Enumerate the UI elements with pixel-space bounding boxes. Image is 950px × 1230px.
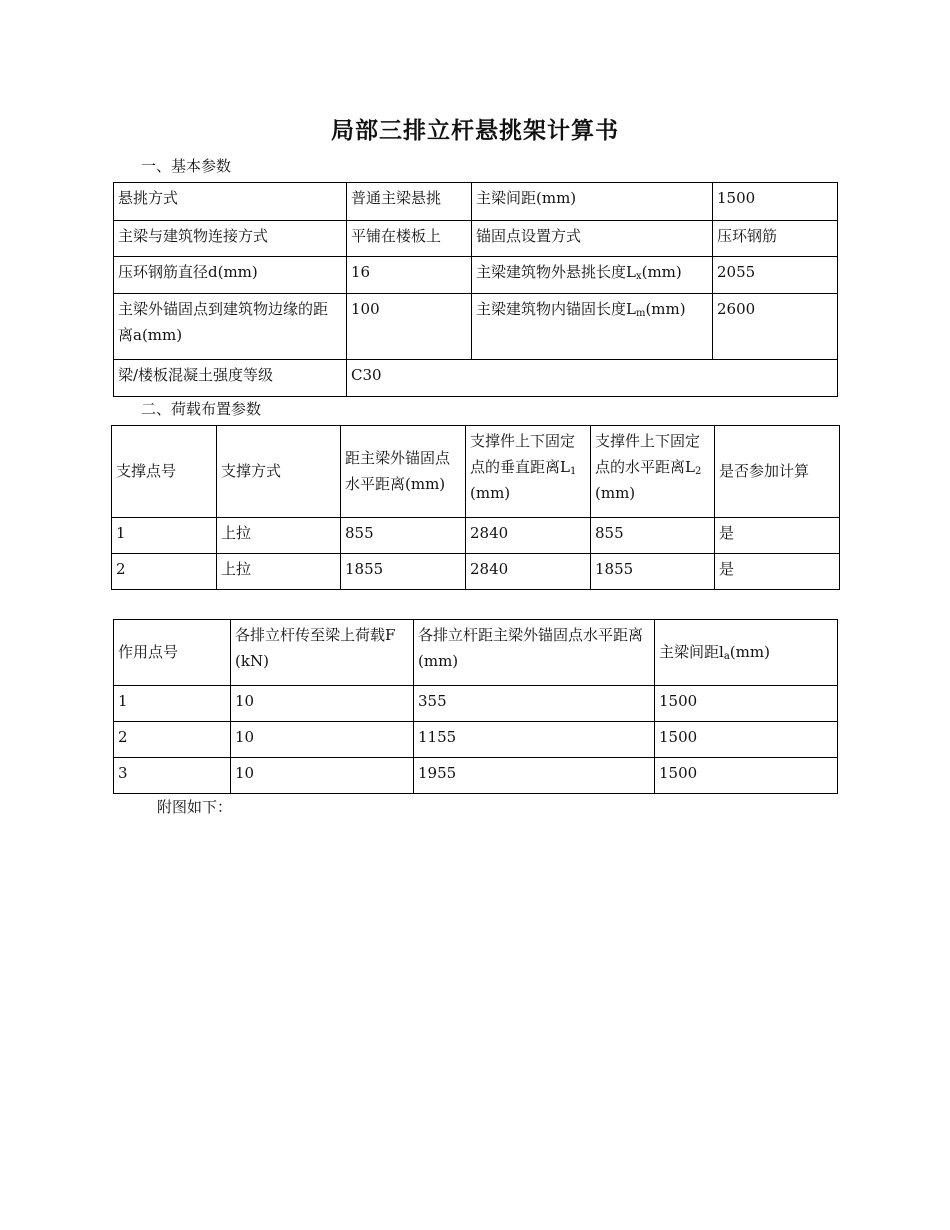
table-cell: 2 bbox=[112, 554, 217, 590]
unit-text: (mm) bbox=[470, 484, 511, 502]
table-header-row bbox=[112, 426, 840, 518]
column-header bbox=[466, 426, 591, 518]
table-row bbox=[114, 686, 838, 722]
table-cell: 355 bbox=[414, 686, 655, 722]
table-cell: 压环钢筋 bbox=[713, 221, 838, 257]
table-cell: 1500 bbox=[655, 722, 838, 758]
table-cell: 1500 bbox=[655, 686, 838, 722]
table-cell: 2055 bbox=[713, 257, 838, 294]
column-header bbox=[591, 426, 715, 518]
figure-note: 附图如下： bbox=[157, 798, 233, 816]
table-cell: 主梁外锚固点到建筑物边缘的距离a(mm) bbox=[114, 294, 347, 360]
column-header: 支撑点号 bbox=[112, 426, 217, 518]
table-cell: 主梁间距(mm) bbox=[472, 183, 713, 221]
table-cell: 上拉 bbox=[217, 554, 341, 590]
table-row bbox=[112, 518, 840, 554]
subscript: 1 bbox=[569, 466, 577, 477]
table-cell: 1 bbox=[114, 686, 231, 722]
subscript: x bbox=[635, 271, 642, 282]
table-cell: 1155 bbox=[414, 722, 655, 758]
table-cell: 1500 bbox=[655, 758, 838, 794]
unit-text: (mm) bbox=[595, 484, 636, 502]
table-cell: 100 bbox=[347, 294, 472, 360]
table-cell: 是 bbox=[715, 518, 840, 554]
column-header: 距主梁外锚固点水平距离(mm) bbox=[341, 426, 466, 518]
table-cell: 平铺在楼板上 bbox=[347, 221, 472, 257]
table-cell: 1855 bbox=[591, 554, 715, 590]
table-row bbox=[114, 360, 838, 397]
table-cell bbox=[472, 257, 713, 294]
table-cell: 855 bbox=[341, 518, 466, 554]
table-cell: 悬挑方式 bbox=[114, 183, 347, 221]
table-cell: 普通主梁悬挑 bbox=[347, 183, 472, 221]
column-header: 各排立杆传至梁上荷载F(kN) bbox=[231, 620, 414, 686]
section-heading-load-params: 二、荷载布置参数 bbox=[141, 400, 262, 418]
cell-text: 主梁建筑物内锚固长度L bbox=[476, 300, 636, 318]
table-cell: 2840 bbox=[466, 554, 591, 590]
cell-text: 主梁建筑物外悬挑长度L bbox=[476, 263, 636, 281]
column-header: 作用点号 bbox=[114, 620, 231, 686]
table-cell: 梁/楼板混凝土强度等级 bbox=[114, 360, 347, 397]
table-cell: 10 bbox=[231, 758, 414, 794]
column-header: 是否参加计算 bbox=[715, 426, 840, 518]
subscript: m bbox=[635, 308, 646, 319]
table-cell: 是 bbox=[715, 554, 840, 590]
table-cell: 1 bbox=[112, 518, 217, 554]
table-row bbox=[114, 294, 838, 360]
table-cell: 锚固点设置方式 bbox=[472, 221, 713, 257]
table-row bbox=[112, 554, 840, 590]
table-cell: C30 bbox=[347, 360, 838, 397]
unit-text: (mm) bbox=[645, 300, 686, 318]
document-title: 局部三排立杆悬挑架计算书 bbox=[331, 117, 619, 144]
basic-params-table bbox=[113, 182, 838, 397]
column-header: 各排立杆距主梁外锚固点水平距离(mm) bbox=[414, 620, 655, 686]
section-heading-basic-params: 一、基本参数 bbox=[141, 157, 232, 175]
table-cell: 2840 bbox=[466, 518, 591, 554]
unit-text: (mm) bbox=[641, 263, 682, 281]
table-row bbox=[114, 722, 838, 758]
column-header bbox=[655, 620, 838, 686]
table-cell: 3 bbox=[114, 758, 231, 794]
table-cell: 1855 bbox=[341, 554, 466, 590]
table-cell: 16 bbox=[347, 257, 472, 294]
table-cell: 主梁与建筑物连接方式 bbox=[114, 221, 347, 257]
support-points-table bbox=[111, 425, 840, 590]
header-text: 支撑件上下固定点的垂直距离L bbox=[470, 432, 576, 476]
load-points-table bbox=[113, 619, 838, 794]
table-row bbox=[114, 183, 838, 221]
header-text: 主梁间距l bbox=[659, 642, 724, 661]
table-cell: 1500 bbox=[713, 183, 838, 221]
subscript: a bbox=[723, 650, 730, 662]
table-cell: 2600 bbox=[713, 294, 838, 360]
table-cell: 上拉 bbox=[217, 518, 341, 554]
table-cell bbox=[472, 294, 713, 360]
header-text: 支撑件上下固定点的水平距离L bbox=[595, 432, 701, 476]
unit-text: (mm) bbox=[729, 642, 770, 661]
table-cell: 压环钢筋直径d(mm) bbox=[114, 257, 347, 294]
subscript: 2 bbox=[694, 466, 702, 477]
column-header: 支撑方式 bbox=[217, 426, 341, 518]
table-cell: 1955 bbox=[414, 758, 655, 794]
table-cell: 2 bbox=[114, 722, 231, 758]
table-header-row bbox=[114, 620, 838, 686]
table-row bbox=[114, 758, 838, 794]
table-row bbox=[114, 257, 838, 294]
table-cell: 10 bbox=[231, 686, 414, 722]
table-row bbox=[114, 221, 838, 257]
table-cell: 10 bbox=[231, 722, 414, 758]
table-cell: 855 bbox=[591, 518, 715, 554]
